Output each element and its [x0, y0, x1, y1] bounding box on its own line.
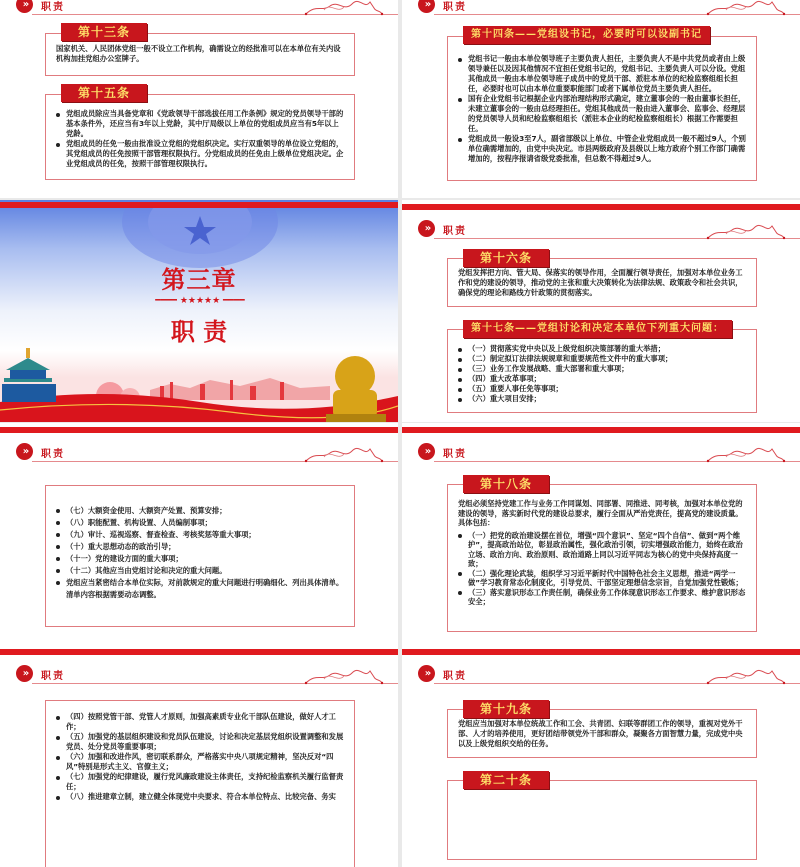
slide-article-16-17[interactable] [402, 200, 800, 422]
article-15-title: 第十五条 [61, 84, 147, 102]
emblem-star-icon [120, 208, 280, 268]
chapter-title: 职 责 [170, 318, 228, 346]
article-18-intro: 党组必须坚持党建工作与业务工作同谋划、同部署、同推进、同考核，加强对本单位党的建设的领导，落实新时代党的建设总要求，履行全面从严治党责任，提高党的建设质量。具体包括： [458, 499, 743, 527]
section-title: 职责 [443, 226, 467, 237]
article-20-box [447, 780, 757, 860]
list-item: （一）贯彻落实党中央以及上级党组织决策部署的重大举措； [458, 344, 746, 354]
list-item: （六）重大项目安排； [458, 394, 746, 404]
slide-article-14[interactable] [402, 0, 800, 198]
decorative-flourish-icon [304, 667, 384, 685]
decorative-flourish-icon [706, 0, 786, 16]
list-item: （十一）党的建设方面的重大事项； [56, 553, 344, 565]
list-item: （十）重大思想动态的政治引导； [56, 541, 344, 553]
list-item: （八）职能配置、机构设置、人员编制事项； [56, 517, 344, 529]
list-item: （四）按照党管干部、党管人才原则，加强高素质专业化干部队伍建设，做好人才工作； [56, 712, 344, 732]
article-16-title: 第十六条 [463, 249, 549, 267]
article-17-continued-box [45, 485, 355, 627]
article-13-title: 第十三条 [61, 23, 147, 41]
slide-top-bar [0, 427, 398, 433]
list-item: （九）审计、巡视巡察、督查检查、考核奖惩等重大事项； [56, 529, 344, 541]
article-15-box [45, 94, 355, 180]
article-18-title: 第十八条 [463, 475, 549, 493]
section-title: 职责 [41, 449, 65, 460]
decorative-flourish-icon [304, 0, 384, 16]
slide-article-19-20[interactable] [402, 645, 800, 867]
decorative-flourish-icon [706, 667, 786, 685]
article-17-box [447, 329, 757, 413]
article-18-continued-list [46, 712, 354, 802]
double-chevron-right-icon: » [418, 443, 435, 460]
list-item: （二）制定拟订法律法规规章和重要规范性文件中的重大事项； [458, 354, 746, 364]
section-title: 职责 [443, 671, 467, 682]
double-chevron-right-icon: » [16, 443, 33, 460]
article-14-title: 第十四条——党组设书记，必要时可以设副书记 [463, 26, 710, 44]
stars-divider-icon: ━━━━ ★★★★★ ━━━━ [155, 296, 245, 306]
section-title: 职责 [443, 2, 467, 13]
article-18-list [448, 531, 756, 607]
double-chevron-right-icon: » [418, 0, 435, 13]
double-chevron-right-icon: » [418, 220, 435, 237]
list-item: （五）加强党的基层组织建设和党员队伍建设，讨论和决定基层党组织设置调整和发展党员、处分党员等重要事项； [56, 732, 344, 752]
article-14-list [448, 54, 756, 164]
article-15-list [46, 109, 354, 169]
section-title: 职责 [443, 449, 467, 460]
article-17-title: 第十七条——党组讨论和决定本单位下列重大问题： [463, 320, 732, 338]
slide-chapter-cover[interactable] [0, 200, 398, 422]
list-item: （七）加强党的纪律建设，履行党风廉政建设主体责任，支持纪检监察机关履行监督责任； [56, 772, 344, 792]
double-chevron-right-icon: » [418, 665, 435, 682]
list-item: （三）业务工作发展战略、重大部署和重大事项； [458, 364, 746, 374]
slide-top-bar [0, 649, 398, 655]
article-19-title: 第十九条 [463, 700, 549, 718]
list-item: （一）把党的政治建设摆在首位，增强“四个意识”、坚定“四个自信”、做到“两个维护”，提高政治站位，彰显政治属性，强化政治引领，切实增强政治能力，始终在政治立场、政治方向、政治原则、政治道路上同以习近平同志为核心的党中央保持高度一致； [458, 531, 746, 569]
list-item: （八）推进建章立制，建立健全体现党中央要求、符合本单位特点、比较完备、务实 [56, 792, 344, 802]
list-item: （二）强化理论武装，组织学习习近平新时代中国特色社会主义思想，推进“两学一做”学习教育常态化制度化，引导党员、干部坚定理想信念宗旨，自觉加强党性锻炼； [458, 569, 746, 588]
section-title: 职责 [41, 671, 65, 682]
article-18-continued-box [45, 700, 355, 867]
article-17-continued-list [46, 505, 354, 601]
list-item: （六）加强和改进作风，密切联系群众，严格落实中央八项规定精神，坚决反对“四风”特别是形式主义、官僚主义； [56, 752, 344, 772]
list-item: 党组成员的任免一般由批准设立党组的党组织决定。实行双重领导的单位设立党组的，其党组成员的任免按照干部管理权限执行。分党组成员的任免由上级单位党组决定。企业党组成员的任免，按照干部管理权限执行。 [56, 139, 344, 169]
slide-article-18-continued[interactable] [0, 645, 398, 867]
list-item: （三）落实意识形态工作责任制，确保业务工作体现意识形态工作要求、维护意识形态安全； [458, 588, 746, 607]
decorative-flourish-icon [706, 445, 786, 463]
slide-top-bar [402, 649, 800, 655]
slide-article-18[interactable] [402, 423, 800, 645]
landmarks-illustration [0, 340, 398, 422]
list-item: （四）重大改革事项； [458, 374, 746, 384]
list-item: 党组应当紧密结合本单位实际，对前款规定的重大问题进行明确细化、列出具体清单。清单内容根据需要动态调整。 [56, 577, 344, 601]
slide-article-13-15[interactable] [0, 0, 398, 198]
section-title: 职责 [41, 2, 65, 13]
list-item: 党组书记一般由本单位领导班子主要负责人担任，主要负责人不是中共党员或者由上级领导兼任以及因其他情况不宜担任党组书记的，党组书记、主要负责人可以分设。党组其他成员一般由本单位领导班子成员中的党员干部、派驻本单位的纪检监察组组长担任，必要时也可以由本单位重要职能部门或者下属单位党员主要负责人担任。 [458, 54, 746, 94]
list-item: （十二）其他应当由党组讨论和决定的重大问题。 [56, 565, 344, 577]
slide-article-17-continued[interactable] [0, 423, 398, 645]
article-18-box [447, 484, 757, 632]
decorative-flourish-icon [706, 222, 786, 240]
double-chevron-right-icon: » [16, 665, 33, 682]
list-item: （七）大额资金使用、大额资产处置、预算安排； [56, 505, 344, 517]
list-item: 国有企业党组书记根据企业内部治理结构形式确定，建立董事会的一般由董事长担任，未建立董事会的一般由总经理担任。党组其他成员一般由进入董事会、监事会、经理层的党员领导人员和纪检监察组组长（派驻本企业的纪检监察组组长）根据工作需要担任。 [458, 94, 746, 134]
article-19-text: 党组应当加强对本单位统战工作和工会、共青团、妇联等群团工作的领导，重视对党外干部、人才的培养使用，更好团结带领党外干部和群众，凝聚各方面智慧力量，完成党中央以及上级党组织交给的任务。 [458, 719, 743, 748]
decorative-flourish-icon [304, 445, 384, 463]
article-20-title: 第二十条 [463, 771, 549, 789]
chapter-number: 第三章 [161, 266, 237, 294]
article-13-text: 国家机关、人民团体党组一般不设立工作机构，确需设立的经批准可以在本单位有关内设机构加挂党组办公室牌子。 [56, 44, 341, 63]
slide-top-bar [402, 204, 800, 210]
double-chevron-right-icon: » [16, 0, 33, 13]
slide-top-bar [402, 427, 800, 433]
article-17-list [448, 344, 756, 404]
article-14-box [447, 36, 757, 181]
list-item: 党组成员一般设3至7人，副省部级以上单位、中管企业党组成员一般不超过9人，个别单位确需增加的，由党中央决定。市县两级政府及县级以上地方政府个别工作部门确需增加的，按程序报请省级党委批准，但总数不得超过9人。 [458, 134, 746, 164]
list-item: 党组成员除应当具备党章和《党政领导干部选拔任用工作条例》规定的党员领导干部的基本条件外，还应当有3年以上党龄，其中厅局级以上单位的党组成员应当有5年以上党龄。 [56, 109, 344, 139]
list-item: （五）重要人事任免等事项； [458, 384, 746, 394]
article-16-text: 党组发挥把方向、管大局、保落实的领导作用，全面履行领导责任，加强对本单位业务工作和党的建设的领导，推动党的主张和重大决策转化为法律法规、政策政令和社会共识，确保党的理论和路线方针政策的贯彻落实。 [458, 268, 743, 297]
